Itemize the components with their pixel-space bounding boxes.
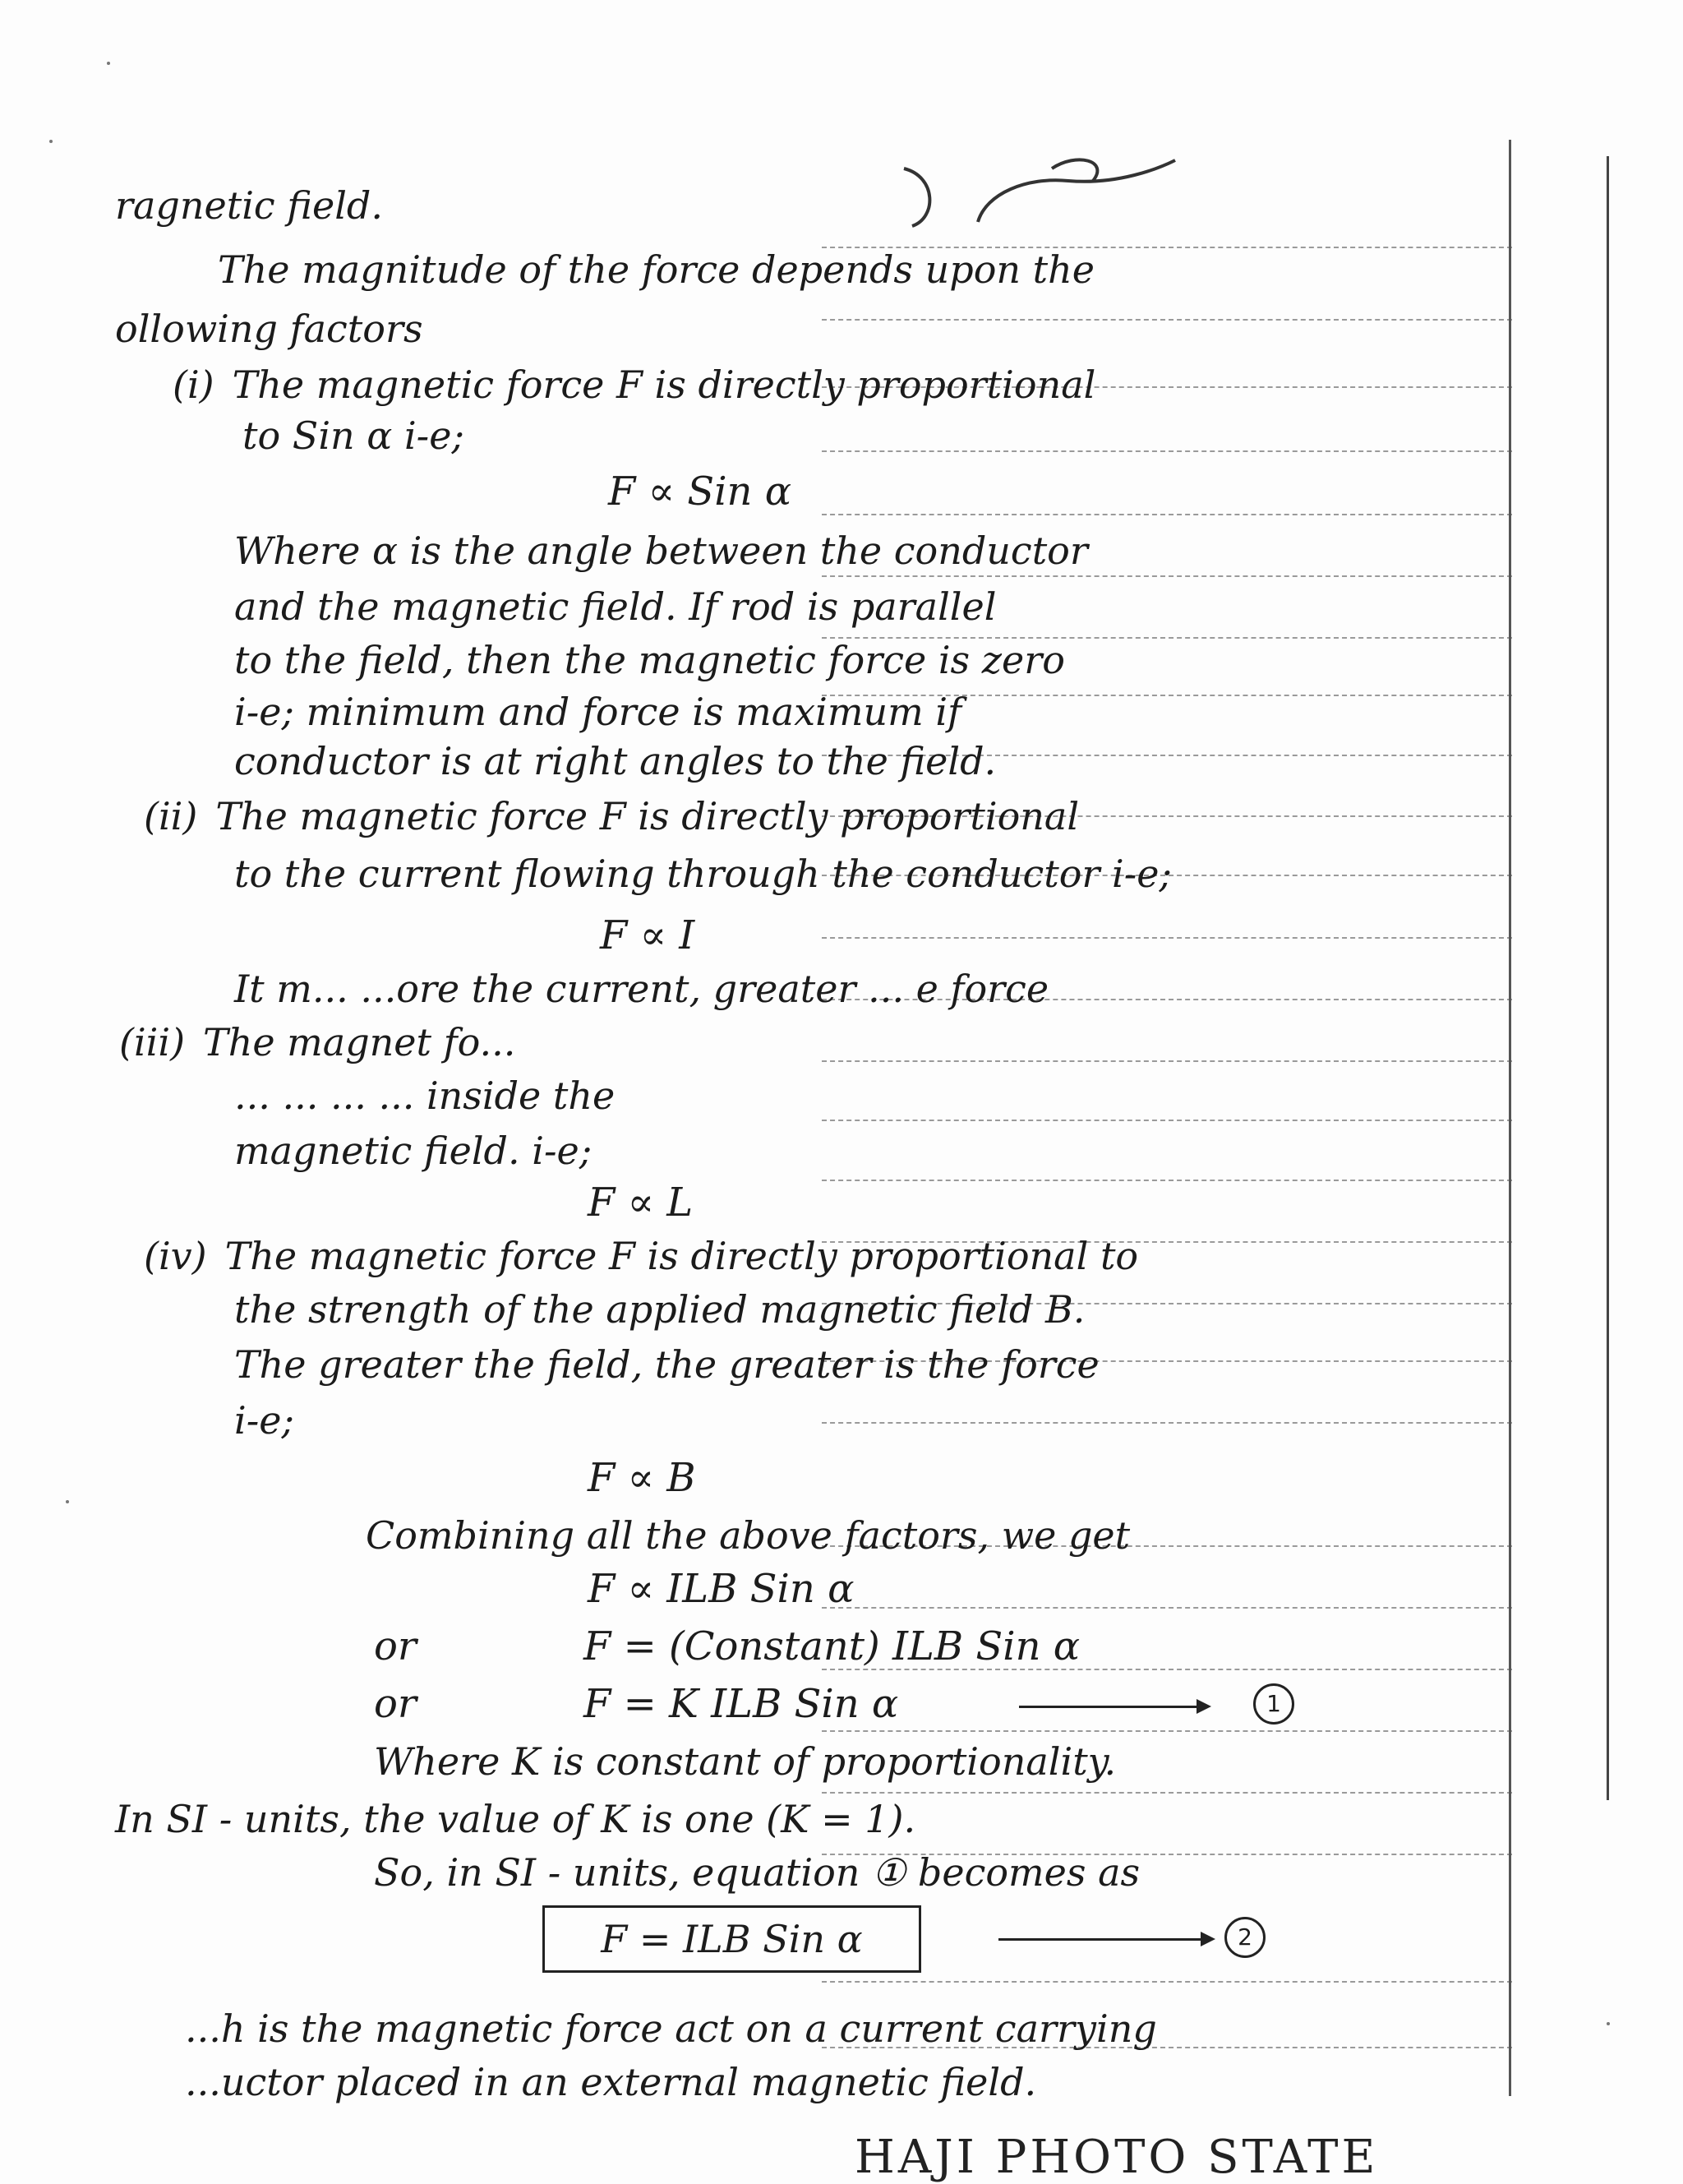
text-line: i-e; minimum and force is maximum if	[234, 690, 962, 734]
speck	[66, 1500, 69, 1503]
arrow-icon	[1019, 1706, 1208, 1708]
ruled-line	[822, 575, 1512, 577]
ruled-line	[822, 1792, 1512, 1794]
formula: F ∝ L	[588, 1180, 694, 1226]
text-line	[144, 793, 1079, 839]
text-line: It m... ...ore the current, greater ... e force	[234, 967, 1049, 1011]
formula: F = (Constant) ILB Sin α	[583, 1623, 1081, 1669]
text-line: magnetic field. i-e;	[234, 1129, 593, 1173]
or-label: or	[374, 1623, 417, 1669]
item-label: (i)	[173, 362, 214, 407]
text-line: ...h is the magnetic force act on a current carrying	[185, 2006, 1157, 2051]
text-line: The magnitude of the force depends upon the	[218, 247, 1095, 292]
item-label: (iii)	[119, 1020, 186, 1064]
text-line: to the field, then the magnetic force is zero	[234, 638, 1065, 682]
text-line	[173, 362, 1095, 408]
text-line: Where α is the angle between the conductor	[234, 529, 1088, 573]
ruled-line	[822, 1422, 1512, 1424]
photostat-stamp: HAJI PHOTO STATE	[855, 2131, 1379, 2184]
arrow-icon	[998, 1938, 1212, 1941]
ruled-line	[822, 319, 1512, 321]
item-label: (iv)	[144, 1234, 207, 1278]
text-line: the strength of the applied magnetic field B.	[234, 1287, 1086, 1332]
ruled-line	[822, 514, 1512, 515]
text: The magnetic force F is directly proportional to	[224, 1234, 1139, 1278]
formula: F ∝ I	[600, 912, 695, 958]
equation-number: 1	[1253, 1683, 1294, 1725]
ruled-line	[822, 450, 1512, 452]
speck	[107, 62, 110, 65]
or-label: or	[374, 1681, 417, 1727]
text-line: ... ... ... ... inside the	[234, 1074, 616, 1118]
ruled-line	[822, 1981, 1512, 1983]
text-line	[144, 1233, 1138, 1279]
speck	[49, 140, 53, 143]
text-line: i-e;	[234, 1398, 294, 1443]
ruled-line	[822, 1120, 1512, 1121]
equation-number: 2	[1224, 1917, 1266, 1958]
text-line: ragnetic field.	[115, 183, 383, 228]
formula: F ∝ Sin α	[608, 469, 792, 515]
text-line: The greater the field, the greater is the force	[234, 1342, 1100, 1387]
ruled-line	[822, 1180, 1512, 1181]
text-line: to Sin α i-e;	[242, 413, 464, 458]
margin-line	[1509, 140, 1511, 2096]
text-line: to the current flowing through the conductor i-e;	[234, 852, 1172, 896]
text-line: So, in SI - units, equation ① becomes as	[374, 1850, 1141, 1895]
ruled-line	[822, 1607, 1512, 1609]
text-line: Combining all the above factors, we get	[366, 1513, 1131, 1558]
text: The magnetic force F is directly proportional	[232, 362, 1096, 407]
item-label: (ii)	[144, 794, 198, 838]
text-line: and the magnetic field. If rod is parallel	[234, 584, 997, 629]
formula: F ∝ ILB Sin α	[588, 1566, 855, 1612]
text: The magnetic force F is directly proportional	[215, 794, 1080, 838]
formula: F = K ILB Sin α	[583, 1681, 899, 1727]
text-line: ...uctor placed in an external magnetic field.	[185, 2060, 1037, 2104]
text: The magnet fo...	[203, 1020, 516, 1064]
text-line	[119, 1019, 515, 1065]
text-line: Where K is constant of proportionality.	[374, 1739, 1117, 1784]
text-line: In SI - units, the value of K is one (K = 1).	[115, 1797, 916, 1841]
speck	[1607, 2022, 1610, 2025]
pen-scribble	[888, 144, 1183, 234]
text-line: ollowing factors	[115, 307, 423, 351]
ruled-line	[822, 937, 1512, 939]
formula: F ∝ B	[588, 1455, 696, 1501]
margin-line	[1607, 156, 1609, 1800]
ruled-line	[822, 1730, 1512, 1732]
boxed-formula: F = ILB Sin α	[542, 1905, 921, 1973]
text-line: conductor is at right angles to the field.	[234, 739, 997, 783]
ruled-line	[822, 1060, 1512, 1062]
